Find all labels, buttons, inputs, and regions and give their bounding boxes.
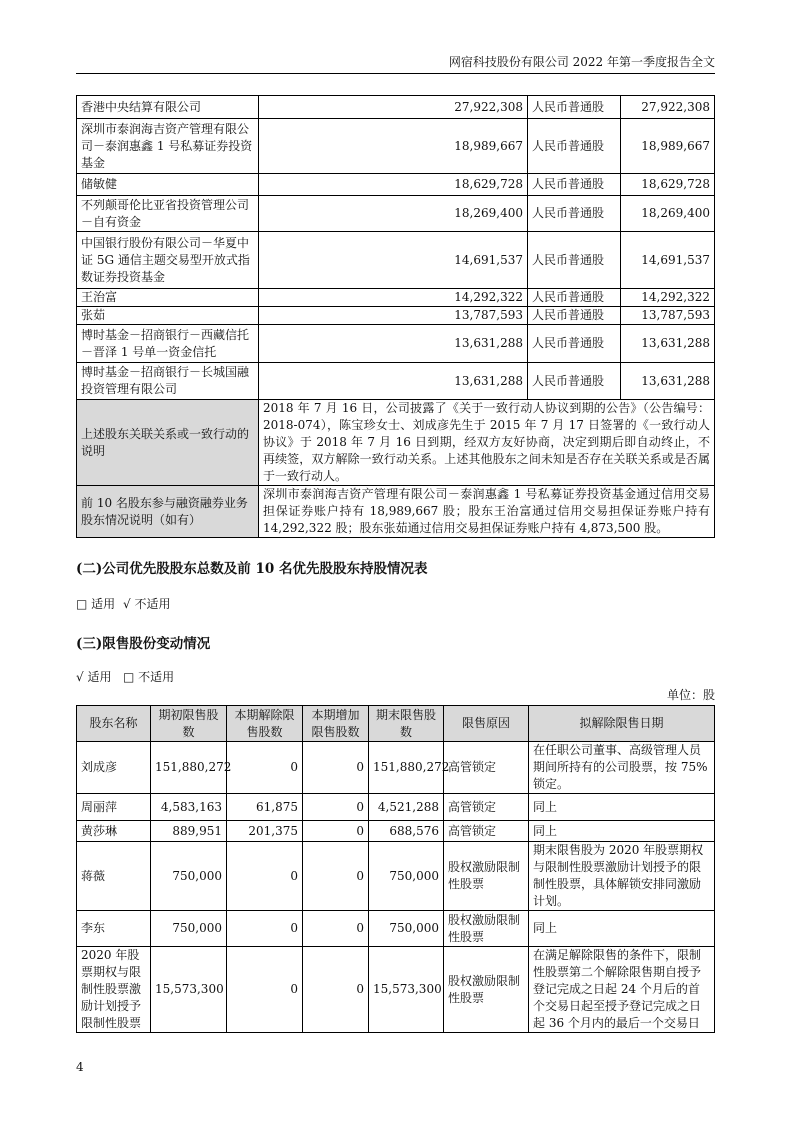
restricted-shares-table [76, 705, 715, 1033]
note-row [77, 400, 715, 486]
column-header: 限售原因 [444, 706, 529, 742]
added: 0 [303, 947, 369, 1033]
shares-held: 14,292,322 [259, 289, 528, 307]
column-header: 本期解除限售股数 [227, 706, 303, 742]
note-text: 深圳市泰润海吉资产管理有限公司－泰润惠鑫 1 号私募证券投资基金通过信用交易担保证券账户持有 18,989,667 股；股东王治富通过信用交易担保证券账户持有 14,292,322 股；股东张茹通过信用交易担保证券账户持有 4,873,500 股。 [259, 486, 715, 538]
table-row [77, 119, 715, 174]
table-row [77, 289, 715, 307]
released: 201,375 [227, 821, 303, 842]
restriction-reason: 股权激励限制性股票 [444, 842, 529, 911]
shareholder-name: 深圳市泰润海吉资产管理有限公司－泰润惠鑫 1 号私募证券投资基金 [77, 119, 259, 174]
closing-restricted: 750,000 [369, 911, 444, 947]
share-type: 人民币普通股 [528, 232, 621, 289]
planned-release-date: 在满足解除限售的条件下，限制性股票第二个解除限售期自授予登记完成之日起 24 个月后的首个交易日起至授予登记完成之日起 36 个月内的最后一个交易日 [529, 947, 715, 1033]
opening-restricted: 750,000 [151, 842, 227, 911]
released: 0 [227, 947, 303, 1033]
shareholder-name: 储敏健 [77, 174, 259, 196]
shares-held: 13,787,593 [259, 307, 528, 325]
released: 0 [227, 911, 303, 947]
released: 0 [227, 842, 303, 911]
restriction-reason: 股权激励限制性股票 [444, 911, 529, 947]
header-rule [76, 73, 715, 74]
section-title-preferred: (二)公司优先股股东总数及前 10 名优先股股东持股情况表 [76, 561, 428, 577]
closing-restricted: 688,576 [369, 821, 444, 842]
table-row [77, 196, 715, 232]
option-applicable: √ 适用 [76, 670, 112, 684]
table-row [77, 911, 715, 947]
shares-held: 18,269,400 [259, 196, 528, 232]
table-row [77, 325, 715, 363]
share-type: 人民币普通股 [528, 363, 621, 400]
share-count: 13,631,288 [621, 363, 715, 400]
option-not-applicable: □ 不适用 [123, 670, 175, 684]
shareholder-name: 博时基金－招商银行－长城国融投资管理有限公司 [77, 363, 259, 400]
column-header: 期末限售股数 [369, 706, 444, 742]
share-type: 人民币普通股 [528, 96, 621, 119]
added: 0 [303, 794, 369, 821]
note-text: 2018 年 7 月 16 日，公司披露了《关于一致行动人协议到期的公告》（公告编号：2018-074），陈宝珍女士、刘成彦先生于 2015 年 7 月 17 日签署的《一致行动人协议》于 2018 年 7 月 16 日到期，经双方友好协商，决定到期后即自动终止，不再续签，双方解除一致行动关系。上述其他股东之间未知是否存在关联关系或是否属于一致行动人。 [259, 400, 715, 486]
note-label: 前 10 名股东参与融资融券业务股东情况说明（如有） [77, 486, 259, 538]
column-header: 本期增加限售股数 [303, 706, 369, 742]
shares-held: 14,691,537 [259, 232, 528, 289]
planned-release-date: 同上 [529, 794, 715, 821]
restriction-reason: 高管锁定 [444, 821, 529, 842]
share-type: 人民币普通股 [528, 174, 621, 196]
opening-restricted: 889,951 [151, 821, 227, 842]
table-row [77, 232, 715, 289]
option-not-applicable: √ 不适用 [123, 597, 171, 611]
shares-held: 18,629,728 [259, 174, 528, 196]
section-title-restricted: (三)限售股份变动情况 [76, 636, 211, 652]
restriction-reason: 高管锁定 [444, 742, 529, 794]
opening-restricted: 151,880,272 [151, 742, 227, 794]
table-row [77, 794, 715, 821]
shareholder-name: 刘成彦 [77, 742, 151, 794]
page-header: 网宿科技股份有限公司 2022 年第一季度报告全文 [448, 55, 715, 69]
column-header: 拟解除限售日期 [529, 706, 715, 742]
shares-held: 13,631,288 [259, 363, 528, 400]
share-type: 人民币普通股 [528, 325, 621, 363]
column-header: 期初限售股数 [151, 706, 227, 742]
share-count: 18,989,667 [621, 119, 715, 174]
table-row [77, 842, 715, 911]
table-row [77, 947, 715, 1033]
shareholder-name: 不列颠哥伦比亚省投资管理公司－自有资金 [77, 196, 259, 232]
share-type: 人民币普通股 [528, 289, 621, 307]
note-label: 上述股东关联关系或一致行动的说明 [77, 400, 259, 486]
released: 0 [227, 742, 303, 794]
shares-held: 27,922,308 [259, 96, 528, 119]
planned-release-date: 期末限售股为 2020 年股票期权与限制性股票激励计划授予的限制性股票，具体解锁安排同激励计划。 [529, 842, 715, 911]
added: 0 [303, 911, 369, 947]
shareholder-name: 王治富 [77, 289, 259, 307]
closing-restricted: 4,521,288 [369, 794, 444, 821]
option-applicable: □ 适用 [76, 597, 116, 611]
table-row [77, 742, 715, 794]
opening-restricted: 4,583,163 [151, 794, 227, 821]
page-number: 4 [76, 1060, 84, 1074]
closing-restricted: 151,880,272 [369, 742, 444, 794]
shareholder-name: 2020 年股票期权与限制性股票激励计划授予限制性股票 [77, 947, 151, 1033]
share-count: 27,922,308 [621, 96, 715, 119]
table-row [77, 96, 715, 119]
restriction-reason: 股权激励限制性股票 [444, 947, 529, 1033]
shareholder-name: 蒋薇 [77, 842, 151, 911]
share-type: 人民币普通股 [528, 196, 621, 232]
shareholder-name: 黄莎琳 [77, 821, 151, 842]
share-count: 14,691,537 [621, 232, 715, 289]
share-type: 人民币普通股 [528, 307, 621, 325]
table-row [77, 307, 715, 325]
opening-restricted: 15,573,300 [151, 947, 227, 1033]
share-count: 14,292,322 [621, 289, 715, 307]
released: 61,875 [227, 794, 303, 821]
closing-restricted: 15,573,300 [369, 947, 444, 1033]
table-row [77, 174, 715, 196]
note-row [77, 486, 715, 538]
added: 0 [303, 842, 369, 911]
share-type: 人民币普通股 [528, 119, 621, 174]
top-shareholders-table [76, 95, 715, 538]
share-count: 13,631,288 [621, 325, 715, 363]
share-count: 18,269,400 [621, 196, 715, 232]
shareholder-name: 张茹 [77, 307, 259, 325]
planned-release-date: 在任职公司董事、高级管理人员期间所持有的公司股票，按 75% 锁定。 [529, 742, 715, 794]
closing-restricted: 750,000 [369, 842, 444, 911]
shares-held: 18,989,667 [259, 119, 528, 174]
restriction-reason: 高管锁定 [444, 794, 529, 821]
planned-release-date: 同上 [529, 911, 715, 947]
shares-held: 13,631,288 [259, 325, 528, 363]
column-header: 股东名称 [77, 706, 151, 742]
shareholder-name: 中国银行股份有限公司－华夏中证 5G 通信主题交易型开放式指数证券投资基金 [77, 232, 259, 289]
added: 0 [303, 742, 369, 794]
share-count: 13,787,593 [621, 307, 715, 325]
unit-label: 单位：股 [666, 688, 715, 702]
table-row [77, 363, 715, 400]
table-row [77, 821, 715, 842]
planned-release-date: 同上 [529, 821, 715, 842]
shareholder-name: 周丽萍 [77, 794, 151, 821]
shareholder-name: 博时基金－招商银行－西藏信托－晋泽 1 号单一资金信托 [77, 325, 259, 363]
shareholder-name: 香港中央结算有限公司 [77, 96, 259, 119]
share-count: 18,629,728 [621, 174, 715, 196]
shareholder-name: 李东 [77, 911, 151, 947]
added: 0 [303, 821, 369, 842]
opening-restricted: 750,000 [151, 911, 227, 947]
